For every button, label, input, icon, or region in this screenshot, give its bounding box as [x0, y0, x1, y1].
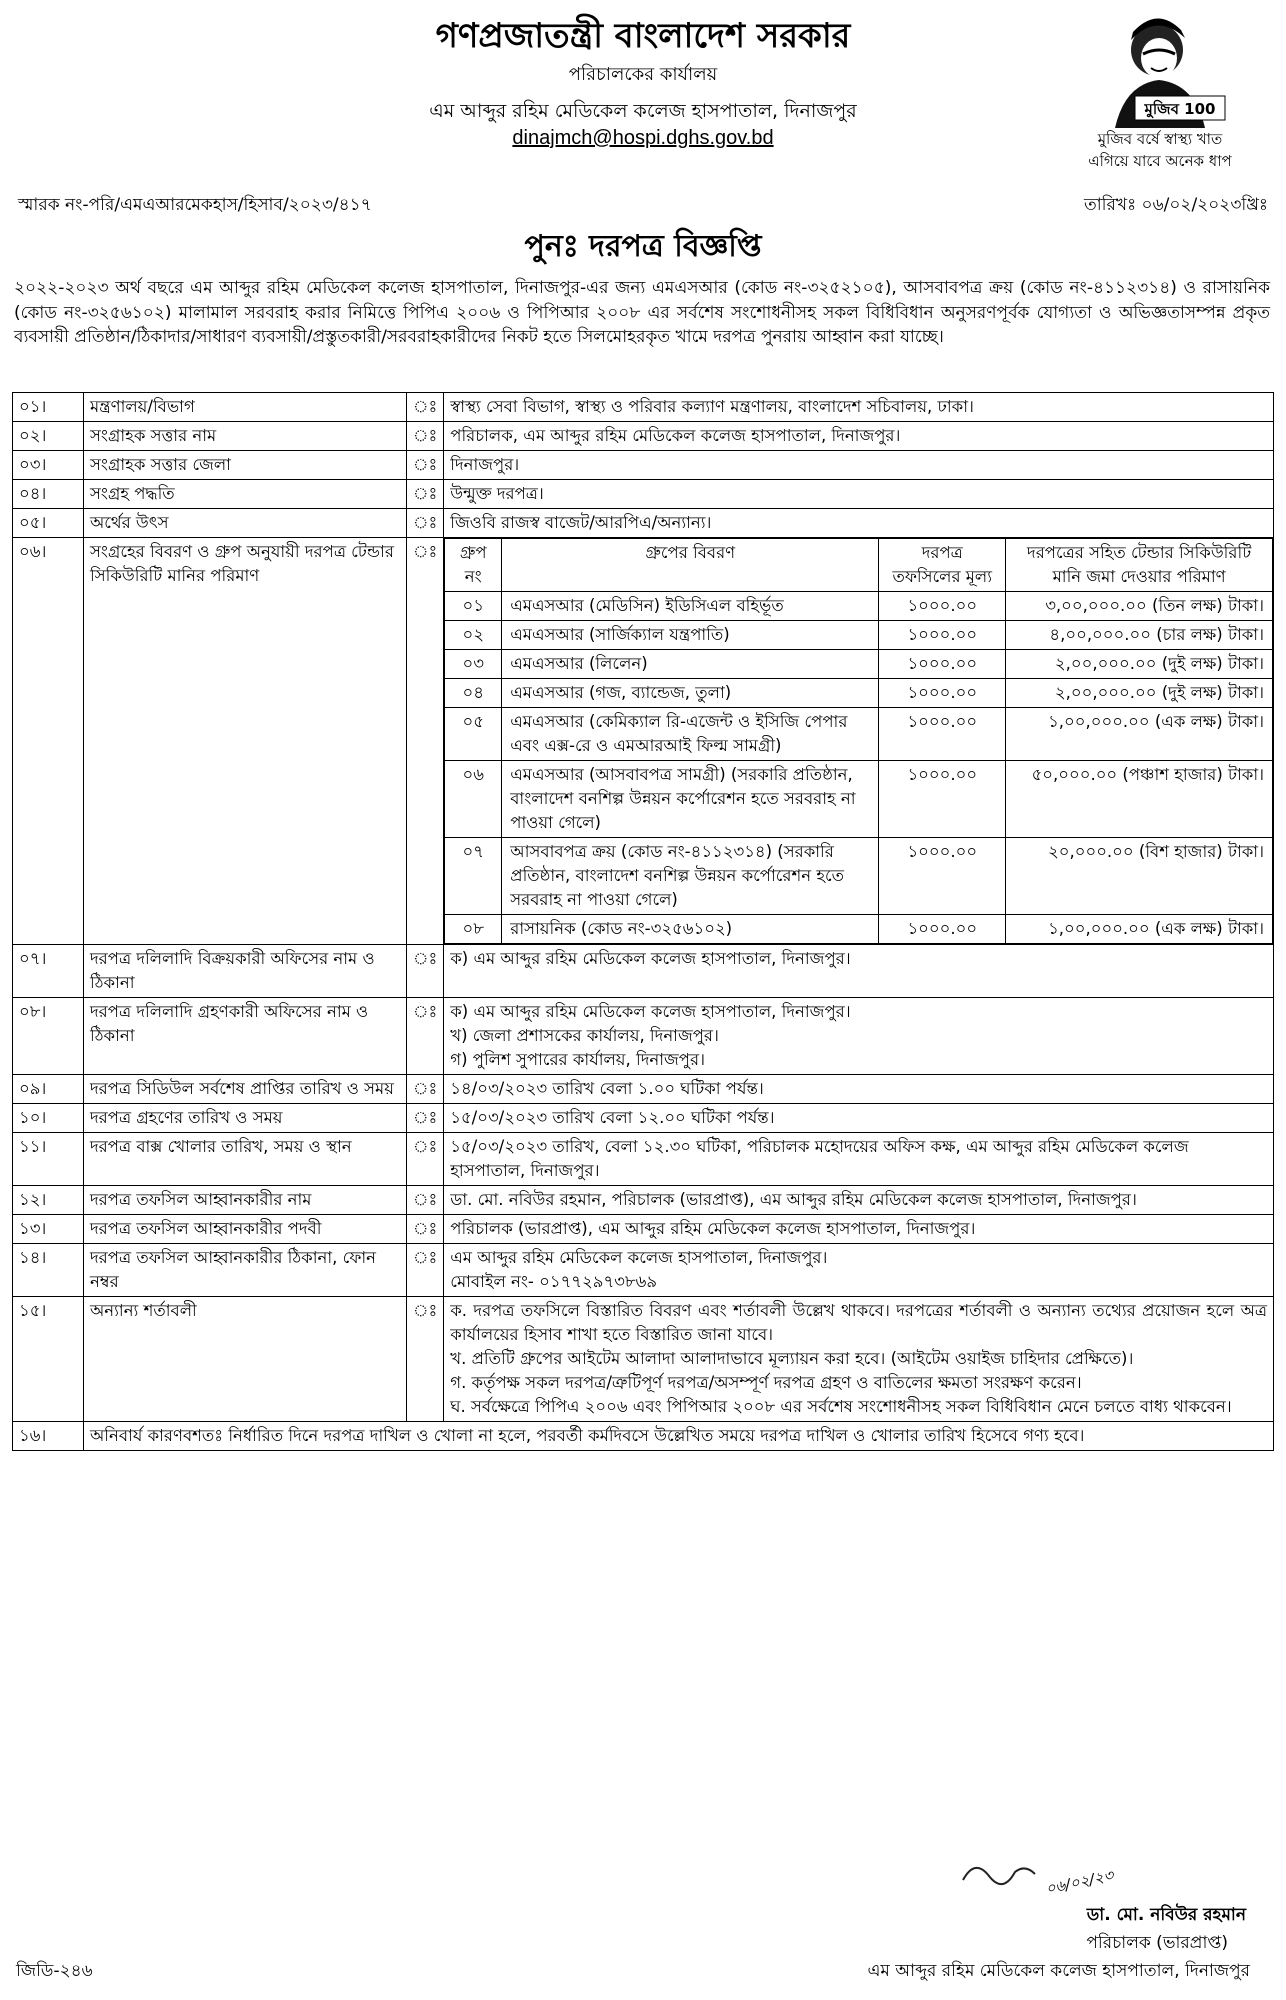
- group-no: ০৮: [445, 915, 502, 944]
- row-serial: ০৮।: [13, 998, 84, 1075]
- row-serial: ১৬।: [13, 1422, 84, 1451]
- row-colon: ঃ: [407, 1104, 444, 1133]
- group-no: ০৪: [445, 679, 502, 708]
- notice-date: তারিখঃ ০৬/০২/২০২৩খ্রিঃ: [1084, 195, 1268, 215]
- row-label: অর্থের উৎস: [84, 509, 407, 538]
- contact-address: এম আব্দুর রহিম মেডিকেল কলেজ হাসপাতাল, দিনাজপুর।: [450, 1248, 828, 1267]
- gd-number: জিডি-২৪৬: [16, 1961, 93, 1981]
- row-value: [444, 1297, 1274, 1422]
- group-table-header: [445, 539, 1273, 592]
- group-security: ৫০,০০০.০০ (পঞ্চাশ হাজার) টাকা।: [1006, 761, 1273, 838]
- row-value: পরিচালক (ভারপ্রাপ্ত), এম আব্দুর রহিম মেডিকেল কলেজ হাসপাতাল, দিনাজপুর।: [444, 1215, 1274, 1244]
- group-row: [445, 708, 1273, 761]
- group-row: [445, 915, 1273, 944]
- row-label: সংগ্রহ পদ্ধতি: [84, 480, 407, 509]
- group-desc: এমএসআর (কেমিক্যাল রি-এজেন্ট ও ইসিজি পেপার এবং এক্স-রে ও এমআরআই ফিল্ম সামগ্রী): [502, 708, 879, 761]
- row-serial: ০৭।: [13, 945, 84, 998]
- row-label: সংগ্রাহক সত্তার নাম: [84, 422, 407, 451]
- group-desc: এমএসআর (আসবাবপত্র সামগ্রী) (সরকারি প্রতিষ্ঠান, বাংলাদেশ বনশিল্প উন্নয়ন কর্পোরেশন হতে সরবরাহ না পাওয়া গেলে): [502, 761, 879, 838]
- row-serial: ১৪।: [13, 1244, 84, 1297]
- signature-scribble: [955, 1850, 1115, 1900]
- letterhead: [0, 0, 1286, 170]
- row-colon: ঃ: [407, 1215, 444, 1244]
- group-security: ২০,০০০.০০ (বিশ হাজার) টাকা।: [1006, 838, 1273, 915]
- row-value: [444, 1244, 1274, 1297]
- row-colon: ঃ: [407, 998, 444, 1075]
- row-serial: ০৫।: [13, 509, 84, 538]
- slogan-line-2: এগিয়ে যাবে অনেক ধাপ: [1088, 152, 1232, 170]
- group-table: [444, 538, 1273, 944]
- group-no-header: গ্রুপ নং: [445, 539, 502, 592]
- group-no: ০৬: [445, 761, 502, 838]
- government-name: গণপ্রজাতন্ত্রী বাংলাদেশ সরকার: [435, 16, 851, 56]
- row-label: অন্যান্য শর্তাবলী: [84, 1297, 407, 1422]
- row-label: দরপত্র তফসিল আহ্বানকারীর ঠিকানা, ফোন নম্বর: [84, 1244, 407, 1297]
- row-serial: ১০।: [13, 1104, 84, 1133]
- tender-details-table: [12, 392, 1274, 1451]
- condition-3: গ. কর্তৃপক্ষ সকল দরপত্র/ত্রুটিপূর্ণ দরপত্র/অসম্পূর্ণ দরপত্র গ্রহণ ও বাতিলের ক্ষমতা সংরক্ষণ করেন।: [450, 1373, 1082, 1392]
- row-serial: ০২।: [13, 422, 84, 451]
- email-link[interactable]: dinajmch@hospi.dghs.gov.bd: [512, 127, 774, 149]
- signatory-hospital: এম আব্দুর রহিম মেডিকেল কলেজ হাসপাতাল, দিনাজপুর: [867, 1961, 1250, 1981]
- row-label: দরপত্র দলিলাদি গ্রহণকারী অফিসের নাম ও ঠিকানা: [84, 998, 407, 1075]
- receiving-office-1: ক) এম আব্দুর রহিম মেডিকেল কলেজ হাসপাতাল, দিনাজপুর।: [450, 1002, 851, 1021]
- table-row: [13, 1297, 1274, 1422]
- table-row: [13, 1215, 1274, 1244]
- group-no: ০৩: [445, 650, 502, 679]
- group-price: ১০০০.০০: [879, 650, 1006, 679]
- row-value: ডা. মো. নবিউর রহমান, পরিচালক (ভারপ্রাপ্ত), এম আব্দুর রহিম মেডিকেল কলেজ হাসপাতাল, দিনাজপুর।: [444, 1186, 1274, 1215]
- group-security: ১,০০,০০০.০০ (এক লক্ষ) টাকা।: [1006, 708, 1273, 761]
- group-desc-header: গ্রুপের বিবরণ: [502, 539, 879, 592]
- row-serial: ১৫।: [13, 1297, 84, 1422]
- row-label: দরপত্র দলিলাদি বিক্রয়কারী অফিসের নাম ও ঠিকানা: [84, 945, 407, 998]
- receiving-office-3: গ) পুলিশ সুপারের কার্যালয়, দিনাজপুর।: [450, 1050, 705, 1069]
- group-no: ০২: [445, 621, 502, 650]
- group-price: ১০০০.০০: [879, 761, 1006, 838]
- row-value: স্বাস্থ্য সেবা বিভাগ, স্বাস্থ্য ও পরিবার কল্যাণ মন্ত্রণালয়, বাংলাদেশ সচিবালয়, ঢাকা।: [444, 393, 1274, 422]
- condition-2: খ. প্রতিটি গ্রুপের আইটেম আলাদা আলাদাভাবে মূল্যায়ন করা হবে। (আইটেম ওয়াইজ চাহিদার প্রেক্ষিতে)।: [450, 1349, 1134, 1368]
- row-value: [444, 998, 1274, 1075]
- table-row: [13, 945, 1274, 998]
- table-row: [13, 1104, 1274, 1133]
- group-row: [445, 621, 1273, 650]
- group-row: [445, 679, 1273, 708]
- row-colon: ঃ: [407, 1244, 444, 1297]
- contact-mobile: মোবাইল নং- ০১৭৭২৯৭৩৮৬৯: [450, 1272, 658, 1291]
- row-serial: ০৯।: [13, 1075, 84, 1104]
- row-serial: ০৪।: [13, 480, 84, 509]
- notice-intro: ২০২২-২০২৩ অর্থ বছরে এম আব্দুর রহিম মেডিকেল কলেজ হাসপাতাল, দিনাজপুর-এর জন্য এমএসআর (কোড নং-৩২৫২১০৫), আসবাবপত্র ক্রয় (কোড নং-৪১১২৩১৪) ও রাসায়নিক (কোড নং-৩২৫৬১০২) মালামাল সরবরাহ করার নিমিত্তে পিপিএ ২০০৬ ও পিপিআর ২০০৮ এর সর্বশেষ সংশোধনীসহ সকল বিধিবিধান অনুসরণপূর্বক যোগ্যতা ও অভিজ্ঞতাসম্পন্ন প্রকৃত ব্যবসায়ী প্রতিষ্ঠান/ঠিকাদার/সাধারণ ব্যবসায়ী/প্রস্তুতকারী/সরবরাহকারীদের নিকট হতে সিলমোহরকৃত খামে দরপত্র পুনরায় আহ্বান করা যাচ্ছে।: [14, 278, 1270, 347]
- row-value: ক) এম আব্দুর রহিম মেডিকেল কলেজ হাসপাতাল, দিনাজপুর।: [444, 945, 1274, 998]
- signatory-title: পরিচালক (ভারপ্রাপ্ত): [1086, 1933, 1228, 1953]
- row-colon: ঃ: [407, 509, 444, 538]
- table-row: [13, 998, 1274, 1075]
- table-row: [13, 1422, 1274, 1451]
- group-desc: রাসায়নিক (কোড নং-৩২৫৬১০২): [502, 915, 879, 944]
- group-price: ১০০০.০০: [879, 592, 1006, 621]
- row-label: দরপত্র তফসিল আহ্বানকারীর পদবী: [84, 1215, 407, 1244]
- row-value: ১৫/০৩/২০২৩ তারিখ বেলা ১২.০০ ঘটিকা পর্যন্ত।: [444, 1104, 1274, 1133]
- row-serial: ১২।: [13, 1186, 84, 1215]
- group-security: ৩,০০,০০০.০০ (তিন লক্ষ) টাকা।: [1006, 592, 1273, 621]
- signature-date: ০৬/০২/২৩: [1044, 1866, 1115, 1898]
- table-row: [13, 1075, 1274, 1104]
- row-colon: ঃ: [407, 538, 444, 945]
- row-value: পরিচালক, এম আব্দুর রহিম মেডিকেল কলেজ হাসপাতাল, দিনাজপুর।: [444, 422, 1274, 451]
- condition-1: ক. দরপত্র তফসিলে বিস্তারিত বিবরণ এবং শর্তাবলী উল্লেখ থাকবে। দরপত্রের শর্তাবলী ও অন্যান্য তথ্যের প্রয়োজন হলে অত্র কার্যালয়ের হিসাব শাখা হতে বিস্তারিত জানা যাবে।: [450, 1301, 1267, 1344]
- office-name: পরিচালকের কার্যালয়: [568, 64, 718, 85]
- row-label: সংগ্রহের বিবরণ ও গ্রুপ অনুযায়ী দরপত্র টেন্ডার সিকিউরিটি মানির পরিমাণ: [84, 538, 407, 945]
- group-row: [445, 592, 1273, 621]
- row-colon: ঃ: [407, 393, 444, 422]
- group-security: ২,০০,০০০.০০ (দুই লক্ষ) টাকা।: [1006, 679, 1273, 708]
- group-desc: এমএসআর (গজ, ব্যান্ডেজ, তুলা): [502, 679, 879, 708]
- row-serial: ০১।: [13, 393, 84, 422]
- group-price: ১০০০.০০: [879, 679, 1006, 708]
- table-row: [13, 451, 1274, 480]
- group-desc: আসবাবপত্র ক্রয় (কোড নং-৪১১২৩১৪) (সরকারি প্রতিষ্ঠান, বাংলাদেশ বনশিল্প উন্নয়ন কর্পোরেশন হতে সরবরাহ না পাওয়া গেলে): [502, 838, 879, 915]
- group-security-header: দরপত্রের সহিত টেন্ডার সিকিউরিটি মানি জমা দেওয়ার পরিমাণ: [1006, 539, 1273, 592]
- table-row: [13, 1244, 1274, 1297]
- group-security: ২,০০,০০০.০০ (দুই লক্ষ) টাকা।: [1006, 650, 1273, 679]
- row-serial: ১১।: [13, 1133, 84, 1186]
- row-label: মন্ত্রণালয়/বিভাগ: [84, 393, 407, 422]
- table-row: [13, 480, 1274, 509]
- row-value: ১৫/০৩/২০২৩ তারিখ, বেলা ১২.৩০ ঘটিকা, পরিচালক মহোদয়ের অফিস কক্ষ, এম আব্দুর রহিম মেডিকেল কলেজ হাসপাতাল, দিনাজপুর।: [444, 1133, 1274, 1186]
- row-colon: ঃ: [407, 945, 444, 998]
- group-security: ১,০০,০০০.০০ (এক লক্ষ) টাকা।: [1006, 915, 1273, 944]
- row-colon: ঃ: [407, 422, 444, 451]
- row-serial: ০৬।: [13, 538, 84, 945]
- group-no: ০১: [445, 592, 502, 621]
- group-desc: এমএসআর (মেডিসিন) ইডিসিএল বহির্ভূত: [502, 592, 879, 621]
- table-row: [13, 1133, 1274, 1186]
- table-row: [13, 422, 1274, 451]
- group-no: ০৭: [445, 838, 502, 915]
- table-row: [13, 1186, 1274, 1215]
- memo-number: স্মারক নং-পরি/এমএআরমেকহাস/হিসাব/২০২৩/৪১৭: [18, 195, 372, 215]
- group-price-header: দরপত্র তফসিলের মূল্য: [879, 539, 1006, 592]
- group-desc: এমএসআর (লিলেন): [502, 650, 879, 679]
- row-colon: ঃ: [407, 1297, 444, 1422]
- row-label: সংগ্রাহক সত্তার জেলা: [84, 451, 407, 480]
- group-row: [445, 650, 1273, 679]
- row-value: দিনাজপুর।: [444, 451, 1274, 480]
- group-price: ১০০০.০০: [879, 915, 1006, 944]
- group-price: ১০০০.০০: [879, 838, 1006, 915]
- hospital-name: এম আব্দুর রহিম মেডিকেল কলেজ হাসপাতাল, দিনাজপুর: [429, 100, 857, 122]
- signatory-name: ডা. মো. নবিউর রহমান: [1086, 1905, 1246, 1925]
- row-colon: ঃ: [407, 1133, 444, 1186]
- row-label: দরপত্র তফসিল আহ্বানকারীর নাম: [84, 1186, 407, 1215]
- row-serial: ০৩।: [13, 451, 84, 480]
- row-colon: ঃ: [407, 1186, 444, 1215]
- receiving-office-2: খ) জেলা প্রশাসকের কার্যালয়, দিনাজপুর।: [450, 1026, 719, 1045]
- row-serial: ১৩।: [13, 1215, 84, 1244]
- row-colon: ঃ: [407, 1075, 444, 1104]
- mujib-100-logo: [1095, 10, 1235, 128]
- group-row: [445, 761, 1273, 838]
- row-value: উন্মুক্ত দরপত্র।: [444, 480, 1274, 509]
- group-row: [445, 838, 1273, 915]
- table-row: [13, 509, 1274, 538]
- row-value: ১৪/০৩/২০২৩ তারিখ বেলা ১.০০ ঘটিকা পর্যন্ত।: [444, 1075, 1274, 1104]
- group-price: ১০০০.০০: [879, 621, 1006, 650]
- group-security: ৪,০০,০০০.০০ (চার লক্ষ) টাকা।: [1006, 621, 1273, 650]
- group-desc: এমএসআর (সার্জিক্যাল যন্ত্রপাতি): [502, 621, 879, 650]
- group-no: ০৫: [445, 708, 502, 761]
- row-colon: ঃ: [407, 480, 444, 509]
- table-row: [13, 393, 1274, 422]
- group-price: ১০০০.০০: [879, 708, 1006, 761]
- row-value: জিওবি রাজস্ব বাজেট/আরপিএ/অন্যান্য।: [444, 509, 1274, 538]
- logo-text: মুজিব 100: [1144, 100, 1216, 118]
- row-colon: ঃ: [407, 451, 444, 480]
- row-label: দরপত্র গ্রহণের তারিখ ও সময়: [84, 1104, 407, 1133]
- row-label: দরপত্র বাক্স খোলার তারিখ, সময় ও স্থান: [84, 1133, 407, 1186]
- slogan-line-1: মুজিব বর্ষে স্বাস্থ্য খাত: [1097, 130, 1223, 148]
- row-label: দরপত্র সিডিউল সর্বশেষ প্রাপ্তির তারিখ ও সময়: [84, 1075, 407, 1104]
- table-row: [13, 538, 1274, 945]
- condition-4: ঘ. সর্বক্ষেত্রে পিপিএ ২০০৬ এবং পিপিআর ২০০৮ এর সর্বশেষ সংশোধনীসহ সকল বিধিবিধান মেনে চলতে বাধ্য থাকবেন।: [450, 1397, 1232, 1416]
- notice-title: পুনঃ দরপত্র বিজ্ঞপ্তি: [524, 229, 762, 264]
- group-table-cell: [444, 538, 1274, 945]
- row-value: অনিবার্য কারণবশতঃ নির্ধারিত দিনে দরপত্র দাখিল ও খোলা না হলে, পরবর্তী কর্মদিবসে উল্লেখিত সময়ে দরপত্র দাখিল ও খোলার তারিখ হিসেবে গণ্য হবে।: [84, 1422, 1274, 1451]
